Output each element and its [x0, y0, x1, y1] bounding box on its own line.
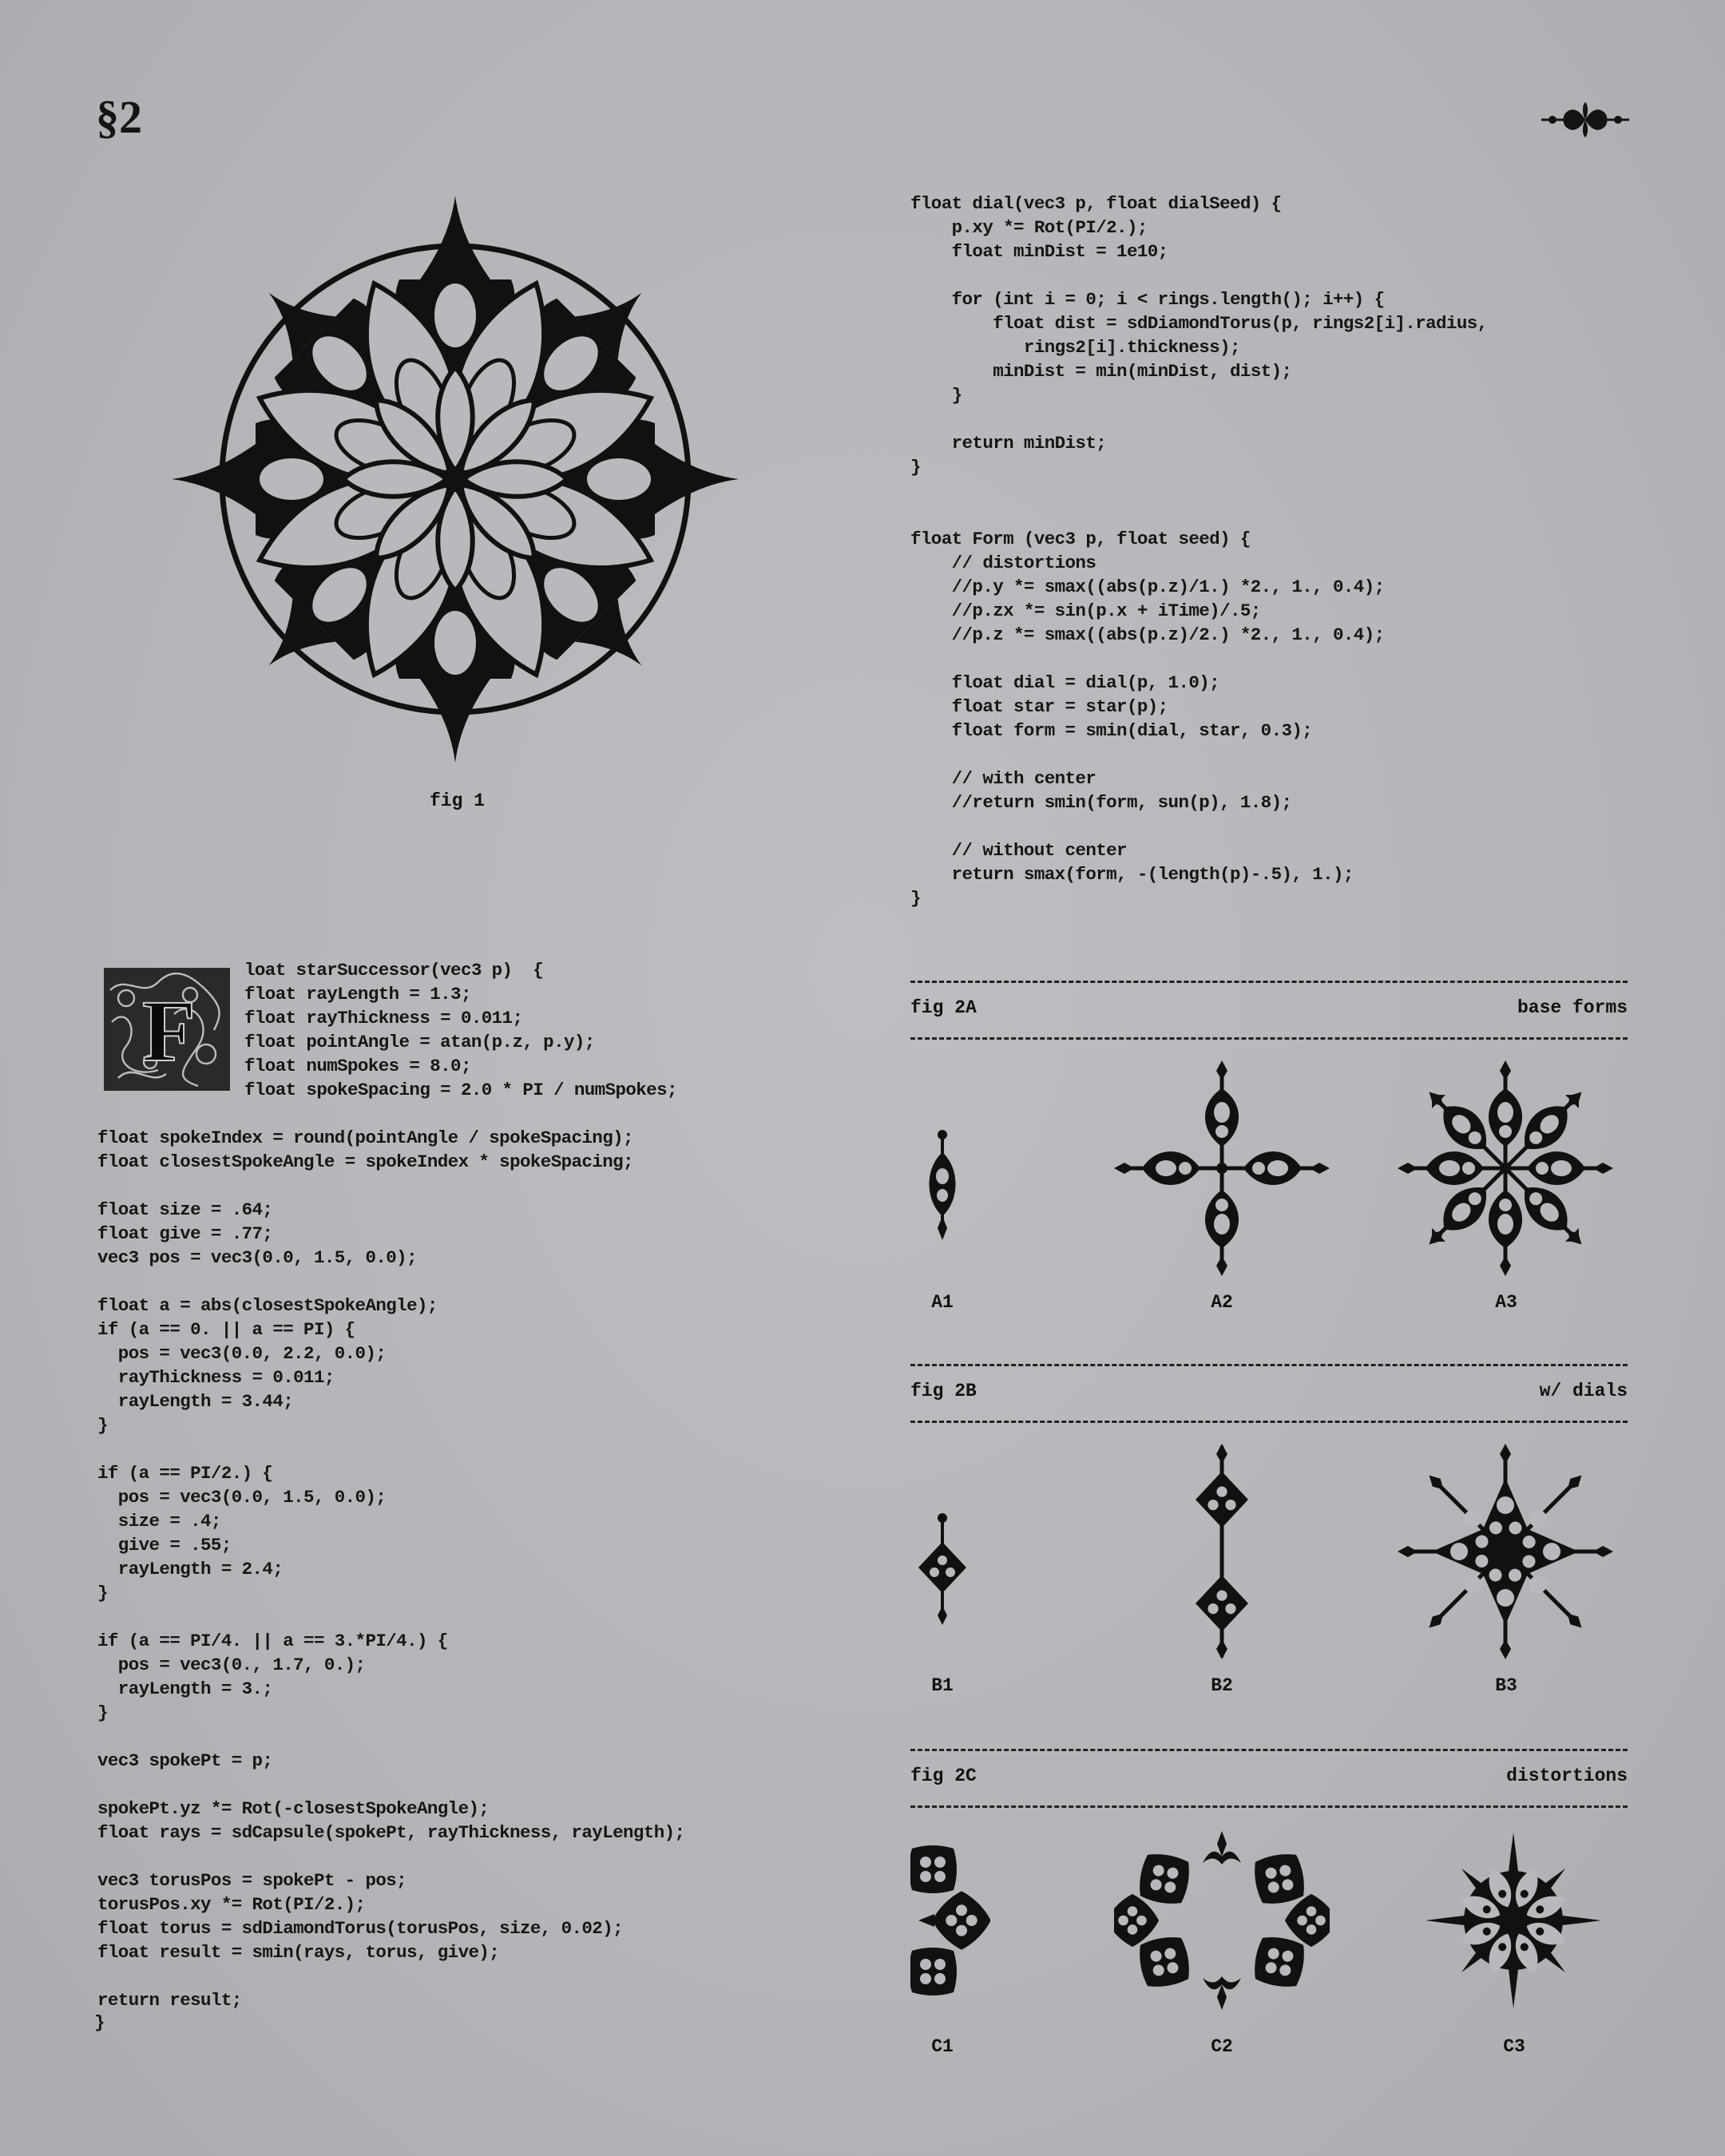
- fig2b-id: fig 2B: [910, 1381, 977, 1401]
- single-dial-spoke-icon: [914, 1508, 970, 1627]
- eight-spoke-star-icon: [1398, 1060, 1613, 1276]
- single-spoke-icon: [920, 1124, 965, 1244]
- fig2a-id: fig 2A: [910, 997, 977, 1018]
- fig2b-subtitle: w/ dials: [1539, 1381, 1628, 1401]
- distorted-column-icon: [910, 1845, 990, 1996]
- fig2b-label-b3: B3: [1495, 1675, 1517, 1696]
- fleuron-ornament-icon: [1541, 102, 1629, 137]
- fig2a-label-a3: A3: [1495, 1292, 1517, 1313]
- ornamental-drop-cap-icon: [102, 966, 232, 1092]
- fig2b-label-b1: B1: [931, 1675, 954, 1696]
- fig2a-panel: [910, 981, 1628, 1313]
- fig2b-label-b2: B2: [1211, 1675, 1233, 1696]
- fig2b-panel: [910, 1364, 1628, 1696]
- section-number: §2: [96, 91, 142, 143]
- fig2c-subtitle: distortions: [1506, 1766, 1628, 1786]
- fig2a-label-a2: A2: [1211, 1292, 1233, 1313]
- code-dial-form: float dial(vec3 p, float dialSeed) { p.xy *= Rot(PI/2.); float minDist = 1e10; for (int i = 0; i < rings.length(); i++) { float dist = sdDiamondTorus(p, rings2[i].radius, rings2[i].thickness); minDist = min(minDist, dist); } return minDist; } float Form (vec3 p, float seed) { // distortions //p.y *= smax((abs(p.z)/1.) *2., 1., 0.4); //p.zx *= sin(p.x + iTime)/.5; //p.z *= smax((abs(p.z)/2.) *2., 1., 0.4); float dial = dial(p, 1.0); float star = star(p); float form = smin(dial, star, 0.3); // with center //return smin(form, sun(p), 1.8); // without center return smax(form, -(length(p)-.5), 1.); }: [910, 193, 1488, 909]
- fig2a-label-a1: A1: [931, 1292, 954, 1313]
- fig2c-header: [910, 1749, 1628, 1808]
- fig2b-header: [910, 1364, 1628, 1423]
- distorted-ring-icon: [1114, 1829, 1330, 2012]
- four-spoke-cross-icon: [1114, 1060, 1330, 1276]
- fig2c-id: fig 2C: [910, 1766, 977, 1786]
- fig2c-label-c3: C3: [1503, 2036, 1525, 2057]
- fig2c-panel: [910, 1749, 1628, 2057]
- fig1-caption: fig 1: [430, 791, 486, 811]
- rosette-ring-icon: [168, 192, 743, 767]
- svg-text:F: F: [142, 982, 196, 1080]
- fig2a-subtitle: base forms: [1517, 997, 1628, 1018]
- code-star-header: loat starSuccessor(vec3 p) { float rayLength = 1.3; float rayThickness = 0.011; float pointAngle = atan(p.z, p.y); float numSpokes = 8.0; float spokeSpacing = 2.0 * PI / numSpokes;: [244, 960, 677, 1100]
- dial-star-icon: [1398, 1444, 1613, 1659]
- fig2c-label-c1: C1: [931, 2036, 954, 2057]
- distorted-flower-icon: [1406, 1829, 1621, 2012]
- code-star-body: float spokeIndex = round(pointAngle / spokeSpacing); float closestSpokeAngle = spokeIndex * spokeSpacing; float size = .64; float give = .77; vec3 pos = vec3(0.0, 1.5, 0.0); float a = abs(closestSpokeAngle); if (a == 0. || a == PI) { pos = vec3(0.0, 2.2, 0.0); rayThickness = 0.011; rayLength = 3.44; } if (a == PI/2.) { pos = vec3(0.0, 1.5, 0.0); size = .4; give = .55; rayLength = 2.4; } if (a == PI/4. || a == 3.*PI/4.) { pos = vec3(0., 1.7, 0.); rayLength = 3.; } vec3 spokePt = p; spokePt.yz *= Rot(-closestSpokeAngle); float rays = sdCapsule(spokePt, rayThickness, rayLength); vec3 torusPos = spokePt - pos; torusPos.xy *= Rot(PI/2.); float torus = sdDiamondTorus(torusPos, size, 0.02); float result = smin(rays, torus, give); return result;: [97, 1128, 685, 2011]
- fig2a-header: [910, 981, 1628, 1040]
- fig2c-label-c2: C2: [1211, 2036, 1233, 2057]
- double-dial-spoke-icon: [1186, 1444, 1258, 1659]
- code-star-close: }: [94, 2012, 105, 2033]
